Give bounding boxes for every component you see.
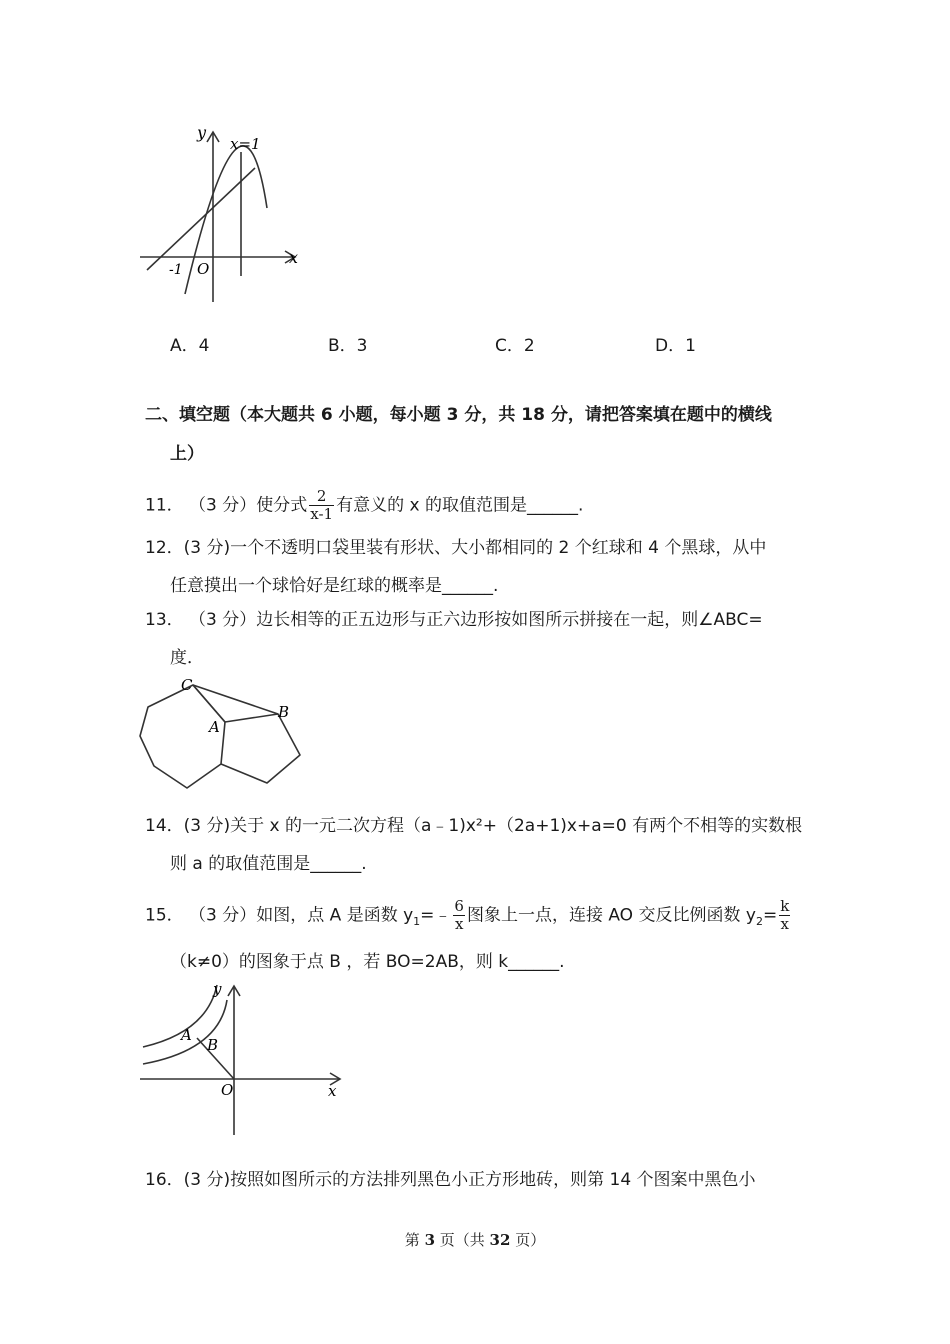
page-footer: 第 3 页（共 32 页） xyxy=(404,1231,546,1249)
q13-label-c: C xyxy=(181,676,193,694)
graph1-x-label: x xyxy=(289,248,299,267)
question-16-line1: 16．(3 分)按照如图所示的方法排列黑色小正方形地砖，则第 14 个图案中黑色小 xyxy=(145,1170,756,1190)
q15-label-a: A xyxy=(181,1026,192,1044)
q15-y-label: y xyxy=(213,980,222,998)
question-14-line1: 14．(3 分)关于 x 的一元二次方程（a﹣1)x²+（2a+1)x+a=0 有两个不相等的实数根 xyxy=(145,816,803,836)
option-d: D．1 xyxy=(655,336,696,356)
q14-blank: ______ xyxy=(310,854,362,874)
option-a: A．4 xyxy=(170,336,210,356)
section-heading-line2: 上） xyxy=(170,444,204,464)
graph1-origin: O xyxy=(197,260,210,278)
graph1-y-label: y xyxy=(197,123,207,142)
q11-fraction: $\frac{2}{x-1}$ xyxy=(310,487,334,523)
page-number: 3 xyxy=(424,1231,435,1249)
q15-label-b: B xyxy=(207,1036,219,1054)
question-11: 11． （3 分）使分式 $\frac{2}{x-1}$ 有意义的 x 的取值范围是______. xyxy=(145,487,584,523)
question-15-line2: （k≠0）的图象于点 B ，若 BO=2AB，则 k______. xyxy=(170,952,565,972)
section-heading-line1: 二、填空题（本大题共 6 小题，每小题 3 分，共 18 分，请把答案填在题中的横线 xyxy=(145,405,772,425)
question-13-line1: 13． （3 分）边长相等的正五边形与正六边形按如图所示拼接在一起，则∠ABC= xyxy=(145,610,763,630)
q13-label-a: A xyxy=(209,718,220,736)
graph1-line-label: x=1 xyxy=(230,135,261,153)
question-12-line1: 12．(3 分)一个不透明口袋里装有形状、大小都相同的 2 个红球和 4 个黑球，从中 xyxy=(145,538,767,558)
q13-label-b: B xyxy=(278,703,290,721)
graph1-neg-one: -1 xyxy=(169,262,183,278)
graph-parabola-line xyxy=(135,120,310,310)
q15-label-o: O xyxy=(221,1081,234,1099)
page-total: 32 xyxy=(489,1231,511,1249)
inverse-proportion-graph xyxy=(135,980,350,1140)
pentagon-hexagon-figure xyxy=(135,675,310,800)
option-c: C．2 xyxy=(495,336,535,356)
q11-blank: ______ xyxy=(526,495,578,516)
question-15-line1: 15． （3 分）如图，点 A 是函数 $y_1=﹣$ $\frac{6}{x}$ 图象上一点，连接 AO 交反比例函数 $y_2=$ $\frac{k}{x}$ xyxy=(145,897,790,933)
q15-fraction-2: $\frac{k}{x}$ xyxy=(780,897,790,933)
q15-x-label: x xyxy=(328,1082,337,1100)
question-12-line2: 任意摸出一个球恰好是红球的概率是______. xyxy=(170,576,499,596)
q15-blank: ______ xyxy=(508,952,560,972)
q15-fraction-1: $\frac{6}{x}$ xyxy=(454,897,464,933)
question-14-line2: 则 a 的取值范围是______. xyxy=(170,854,367,874)
option-b: B．3 xyxy=(328,336,368,356)
question-13-line2: 度． xyxy=(170,648,204,668)
q12-blank: ______ xyxy=(442,576,493,596)
